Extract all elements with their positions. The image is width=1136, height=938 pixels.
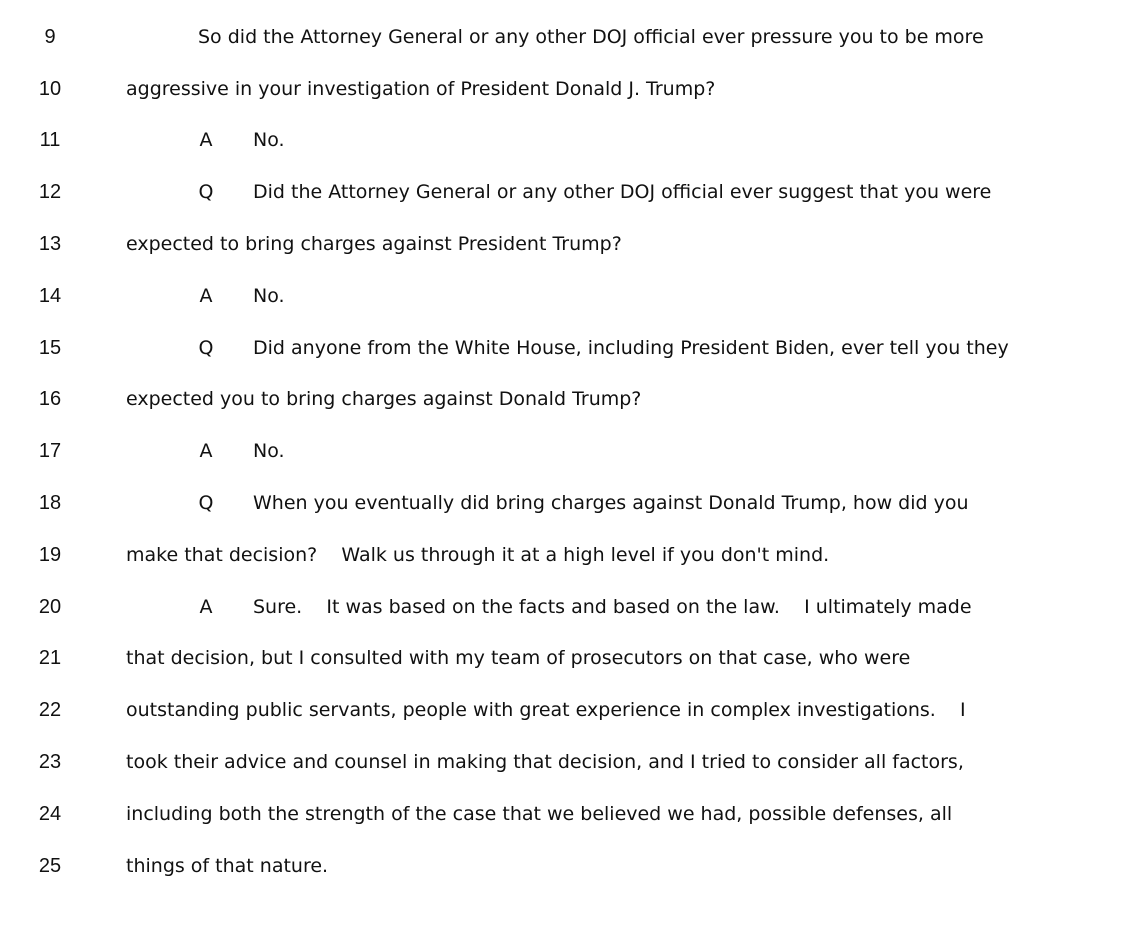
line-text: So did the Attorney General or any other DOJ official ever pressure you to be more: [198, 26, 984, 48]
line-number: 24: [38, 803, 62, 825]
line-text: Sure. It was based on the facts and based on the law. I ultimately made: [253, 596, 972, 618]
speaker-label: A: [199, 596, 213, 618]
line-number: 10: [38, 78, 62, 100]
line-text: No.: [253, 285, 285, 307]
transcript-line: [0, 742, 1136, 782]
line-text: including both the strength of the case that we believed we had, possible defenses, all: [126, 803, 953, 825]
speaker-label: Q: [198, 337, 214, 359]
line-number: 17: [38, 440, 62, 462]
line-number: 12: [38, 181, 62, 203]
line-text: make that decision? Walk us through it at a high level if you don't mind.: [126, 544, 830, 566]
line-text: things of that nature.: [126, 855, 329, 877]
transcript-line: [0, 431, 1136, 471]
line-text: No.: [253, 440, 285, 462]
speaker-label: A: [199, 129, 213, 151]
transcript-line: [0, 794, 1136, 834]
line-number: 16: [38, 388, 62, 410]
transcript-line: [0, 379, 1136, 419]
line-text: that decision, but I consulted with my team of prosecutors on that case, who were: [126, 647, 911, 669]
line-text: outstanding public servants, people with great experience in complex investigations. I: [126, 699, 966, 721]
line-text: expected you to bring charges against Donald Trump?: [126, 388, 642, 410]
transcript-line: [0, 120, 1136, 160]
line-number: 21: [38, 647, 62, 669]
line-number: 13: [38, 233, 62, 255]
transcript-line: [0, 690, 1136, 730]
line-number: 18: [38, 492, 62, 514]
line-text: Did the Attorney General or any other DOJ official ever suggest that you were: [253, 181, 992, 203]
speaker-label: Q: [198, 181, 214, 203]
transcript-line: [0, 172, 1136, 212]
line-text: aggressive in your investigation of President Donald J. Trump?: [126, 78, 716, 100]
line-number: 9: [44, 26, 56, 48]
speaker-label: A: [199, 285, 213, 307]
line-number: 14: [38, 285, 62, 307]
line-text: No.: [253, 129, 285, 151]
line-text: took their advice and counsel in making that decision, and I tried to consider all factors,: [126, 751, 964, 773]
speaker-label: Q: [198, 492, 214, 514]
transcript-line: [0, 587, 1136, 627]
transcript-line: [0, 276, 1136, 316]
line-number: 20: [38, 596, 62, 618]
line-number: 22: [38, 699, 62, 721]
line-number: 15: [38, 337, 62, 359]
transcript-line: [0, 69, 1136, 109]
transcript-line: [0, 535, 1136, 575]
transcript-line: [0, 846, 1136, 886]
transcript-line: [0, 483, 1136, 523]
line-text: When you eventually did bring charges against Donald Trump, how did you: [253, 492, 969, 514]
line-number: 19: [38, 544, 62, 566]
line-text: Did anyone from the White House, including President Biden, ever tell you they: [253, 337, 1009, 359]
line-number: 11: [39, 129, 61, 151]
transcript-line: [0, 17, 1136, 57]
line-number: 25: [38, 855, 62, 877]
line-number: 23: [38, 751, 62, 773]
transcript-line: [0, 224, 1136, 264]
speaker-label: A: [199, 440, 213, 462]
line-text: expected to bring charges against President Trump?: [126, 233, 622, 255]
transcript-line: [0, 328, 1136, 368]
transcript-line: [0, 638, 1136, 678]
